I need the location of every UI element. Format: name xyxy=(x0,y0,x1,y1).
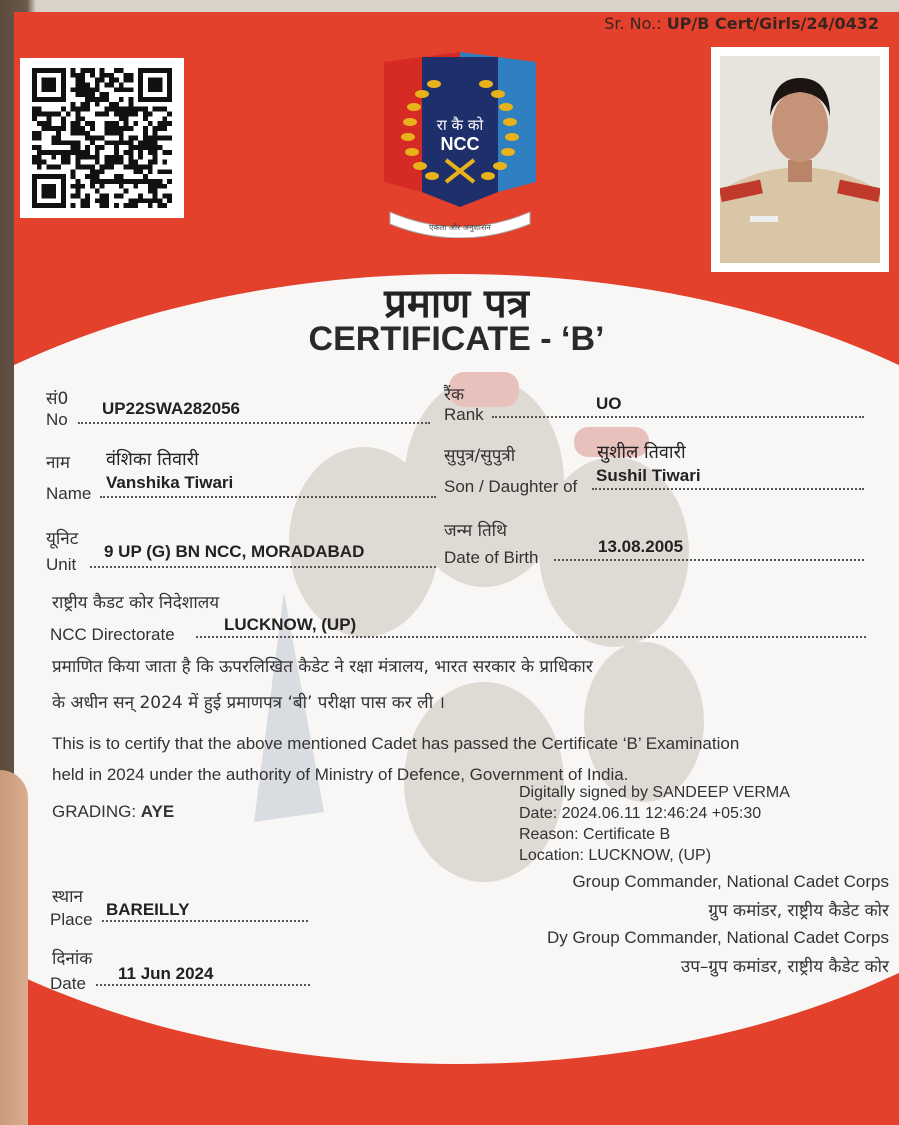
qr-code xyxy=(20,58,184,218)
digital-signature xyxy=(519,782,790,866)
certificate-paper xyxy=(14,12,899,1125)
title-english: CERTIFICATE - ‘B’ xyxy=(308,320,605,358)
no-label-hindi: सं0 xyxy=(46,389,69,409)
serial-number: Sr. No.: UP/B Cert/Girls/24/0432 xyxy=(604,14,879,33)
parent-value-hindi: सुशील तिवारी xyxy=(597,442,686,463)
parent-label: Son / Daughter of xyxy=(444,477,578,496)
grading-value: AYE xyxy=(140,802,175,821)
dob-dots xyxy=(554,559,864,561)
name-value-hindi: वंशिका तिवारी xyxy=(106,449,199,470)
group-commander-hi: ग्रुप कमांडर, राष्ट्रीय कैडेट कोर xyxy=(708,901,889,921)
rank-dots xyxy=(492,416,864,418)
directorate-label-hindi: राष्ट्रीय कैडट कोर निदेशालय xyxy=(52,593,220,613)
signature-line-2: Date: 2024.06.11 12:46:24 +05:30 xyxy=(519,805,762,822)
unit-dots xyxy=(90,566,436,568)
directorate-label: NCC Directorate xyxy=(50,625,175,644)
statement-english-2: held in 2024 under the authority of Ministry of Defence, Government of India. xyxy=(52,765,629,784)
signature-line-4: Location: LUCKNOW, (UP) xyxy=(519,847,712,864)
no-label: No xyxy=(46,410,68,429)
ncc-emblem xyxy=(384,52,536,238)
dob-label: Date of Birth xyxy=(444,548,539,567)
date-label-hindi: दिनांक xyxy=(52,949,93,969)
dy-group-commander-en: Dy Group Commander, National Cadet Corps xyxy=(546,928,889,947)
cadet-photo xyxy=(711,47,889,272)
statement-hindi-2: के अधीन सन् 2024 में हुई प्रमाणपत्र ‘बी’ परीक्षा पास कर ली । xyxy=(52,693,445,713)
dob-value: 13.08.2005 xyxy=(598,537,684,556)
rank-label-hindi: रैंक xyxy=(444,385,465,405)
cadet-portrait-icon xyxy=(720,56,880,263)
svg-text:रा कै को: रा कै को xyxy=(436,116,484,134)
dy-group-commander-hi: उप–ग्रुप कमांडर, राष्ट्रीय कैडेट कोर xyxy=(680,957,889,977)
place-dots xyxy=(102,920,308,922)
name-label-hindi: नाम xyxy=(46,453,71,473)
name-label: Name xyxy=(46,484,92,503)
group-commander-en: Group Commander, National Cadet Corps xyxy=(572,872,889,891)
name-dots xyxy=(100,496,436,498)
parent-label-hindi: सुपुत्र/सुपुत्री xyxy=(444,446,516,466)
directorate-value: LUCKNOW, (UP) xyxy=(224,615,357,634)
directorate-dots xyxy=(196,636,866,638)
name-value: Vanshika Tiwari xyxy=(106,473,234,492)
unit-label: Unit xyxy=(46,555,77,574)
place-label-hindi: स्थान xyxy=(52,887,83,907)
rank-label: Rank xyxy=(444,405,484,424)
svg-text:NCC: NCC xyxy=(440,134,480,154)
signature-line-3: Reason: Certificate B xyxy=(519,826,671,843)
qr-code-icon xyxy=(30,68,174,208)
holding-thumb xyxy=(0,770,28,1125)
rank-value: UO xyxy=(596,394,622,413)
place-value: BAREILLY xyxy=(106,900,190,919)
signature-line-1: Digitally signed by SANDEEP VERMA xyxy=(519,784,790,801)
dob-label-hindi: जन्म तिथि xyxy=(444,521,507,541)
svg-text:एकता और अनुशासन: एकता और अनुशासन xyxy=(429,223,491,232)
date-label: Date xyxy=(50,974,86,993)
statement-hindi-1: प्रमाणित किया जाता है कि ऊपरलिखित कैडेट ने रक्षा मंत्रालय, भारत सरकार के प्राधिकार xyxy=(52,657,593,677)
unit-value: 9 UP (G) BN NCC, MORADABAD xyxy=(104,542,365,561)
no-dots xyxy=(78,422,430,424)
no-value: UP22SWA282056 xyxy=(102,399,240,418)
unit-label-hindi: यूनिट xyxy=(46,529,79,549)
parent-dots xyxy=(592,488,864,490)
grading: GRADING: AYE xyxy=(52,802,175,821)
date-dots xyxy=(96,984,310,986)
title-hindi: प्रमाण पत्र xyxy=(384,280,529,327)
parent-value: Sushil Tiwari xyxy=(596,466,701,485)
place-label: Place xyxy=(50,910,93,929)
date-value: 11 Jun 2024 xyxy=(118,964,214,983)
statement-english-1: This is to certify that the above mentioned Cadet has passed the Certificate ‘B’ Examination xyxy=(52,734,740,753)
